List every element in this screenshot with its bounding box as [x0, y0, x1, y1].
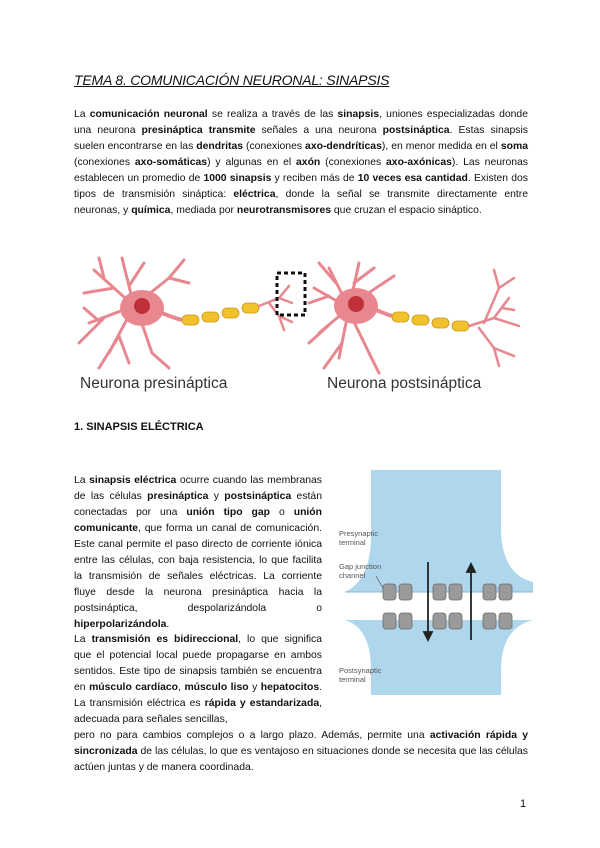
- bold-term: unión tipo gap: [186, 507, 271, 518]
- text-run: señales a una neurona: [255, 125, 383, 136]
- label-gap-line1: Gap junction: [339, 562, 382, 571]
- bold-term: sinapsis eléctrica: [89, 475, 177, 486]
- bold-term: activación rápida y sincronizada: [74, 730, 528, 757]
- text-run: , mediada por: [170, 205, 237, 216]
- bold-term: hepatocitos: [260, 682, 320, 693]
- intro-paragraph: [74, 107, 528, 219]
- text-run: pero no para cambios complejos o a largo plazo. Además, permite una: [74, 730, 430, 741]
- text-run: de las células, lo que es ventajoso en situaciones donde se necesita que las células actúen juntas y de manera coordinada.: [74, 746, 528, 773]
- text-run: y reciben más de: [271, 173, 358, 184]
- text-run: y: [208, 491, 225, 502]
- gap-junction-illustration: [333, 470, 533, 695]
- label-presynaptic-line1: Presynaptic: [339, 529, 379, 538]
- presynaptic-neuron: [79, 258, 292, 368]
- bold-term: axo-somáticas: [134, 157, 208, 168]
- caption-presynaptic-neuron: Neurona presináptica: [80, 375, 228, 392]
- text-run: . Estas sinapsis suelen encontrarse en las: [74, 125, 529, 152]
- bold-term: hiperpolarizándola: [74, 619, 167, 630]
- text-run: , lo que significa que el potencial local puede propagarse en ambos sentidos. Este tipo de sinapsis también se encuentra en: [74, 634, 322, 693]
- text-run: La: [74, 475, 90, 486]
- text-run: . Existen dos tipos de transmisión sináptica:: [74, 173, 528, 200]
- text-run: ocurre cuando las membranas de las células: [74, 475, 322, 502]
- text-run: , que forma un canal de comunicación. Este canal permite el paso directo de corriente iónica entre las células, con baja resistencia, lo que facilita la transmisión de señales eléctricas. La corriente fluye desde la neurona presináptica hacia la postsináptica, despolarizándola o: [74, 523, 322, 614]
- text-run: (conexiones: [243, 141, 306, 152]
- text-run: ). Las neuronas establecen un promedio de: [74, 157, 528, 184]
- bold-term: neurotransmisores: [236, 205, 332, 216]
- text-run: ,: [178, 682, 185, 693]
- postsynaptic-neuron: [309, 263, 519, 373]
- text-run: se realiza a través de las: [207, 109, 338, 120]
- text-run: La: [74, 634, 92, 645]
- bold-term: soma: [500, 141, 528, 152]
- bold-term: postsináptica: [224, 491, 292, 502]
- label-postsynaptic-line1: Postsynaptic: [339, 666, 382, 675]
- section-heading: 1. SINAPSIS ELÉCTRICA: [74, 421, 204, 433]
- bidirectional-paragraph-part2: [74, 728, 528, 776]
- bold-term: eléctrica: [233, 189, 276, 200]
- bold-term: transmisión es bidireccional: [91, 634, 239, 645]
- page-title: TEMA 8. COMUNICACIÓN NEURONAL: SINAPSIS: [74, 72, 390, 88]
- page-number: 1: [520, 798, 527, 810]
- bold-term: dendritas: [196, 141, 244, 152]
- text-run: La: [74, 109, 90, 120]
- text-run: , donde la señal se transmite directamente entre neuronas, y: [74, 189, 529, 216]
- bold-term: comunicación neuronal: [89, 109, 208, 120]
- bold-term: postsináptica: [382, 125, 450, 136]
- text-run: , uniones especializadas donde una neurona: [74, 109, 528, 136]
- text-run: y: [248, 682, 261, 693]
- bold-term: 1000 sinapsis: [203, 173, 272, 184]
- bidirectional-paragraph-part1: [74, 632, 322, 728]
- bold-term: 10 veces esa cantidad: [357, 173, 468, 184]
- label-postsynaptic-line2: terminal: [339, 675, 366, 684]
- bold-term: axo-dendríticas: [305, 141, 382, 152]
- text-run: . La transmisión eléctrica es: [74, 682, 322, 709]
- caption-postsynaptic-neuron: Neurona postsináptica: [327, 375, 482, 392]
- text-run: .: [166, 619, 170, 630]
- electrical-synapse-paragraph: [74, 473, 322, 633]
- bold-term: rápida y estandarizada: [204, 698, 320, 709]
- bold-term: unión comunicante: [74, 507, 322, 534]
- text-run: (conexiones: [74, 157, 135, 168]
- label-gap-line2: channel: [339, 571, 366, 580]
- text-run: ) y algunas en el: [207, 157, 297, 168]
- label-presynaptic-line2: terminal: [339, 538, 366, 547]
- text-run: , adecuada para señales sencillas,: [74, 698, 322, 725]
- text-run: (conexiones: [320, 157, 387, 168]
- bold-term: química: [131, 205, 171, 216]
- bold-term: axo-axónicas: [386, 157, 452, 168]
- text-run: o: [270, 507, 294, 518]
- postsynaptic-terminal: [345, 620, 533, 695]
- bold-term: presináptica: [147, 491, 209, 502]
- text-run: ), en menor medida en el: [381, 141, 501, 152]
- bold-term: músculo cardíaco: [89, 682, 179, 693]
- bold-term: presináptica transmite: [141, 125, 256, 136]
- text-run: que cruzan el espacio sináptico.: [331, 205, 482, 216]
- bold-term: músculo liso: [184, 682, 249, 693]
- text-run: están conectadas por una: [74, 491, 322, 518]
- bold-term: axón: [296, 157, 321, 168]
- bold-term: sinapsis: [337, 109, 380, 120]
